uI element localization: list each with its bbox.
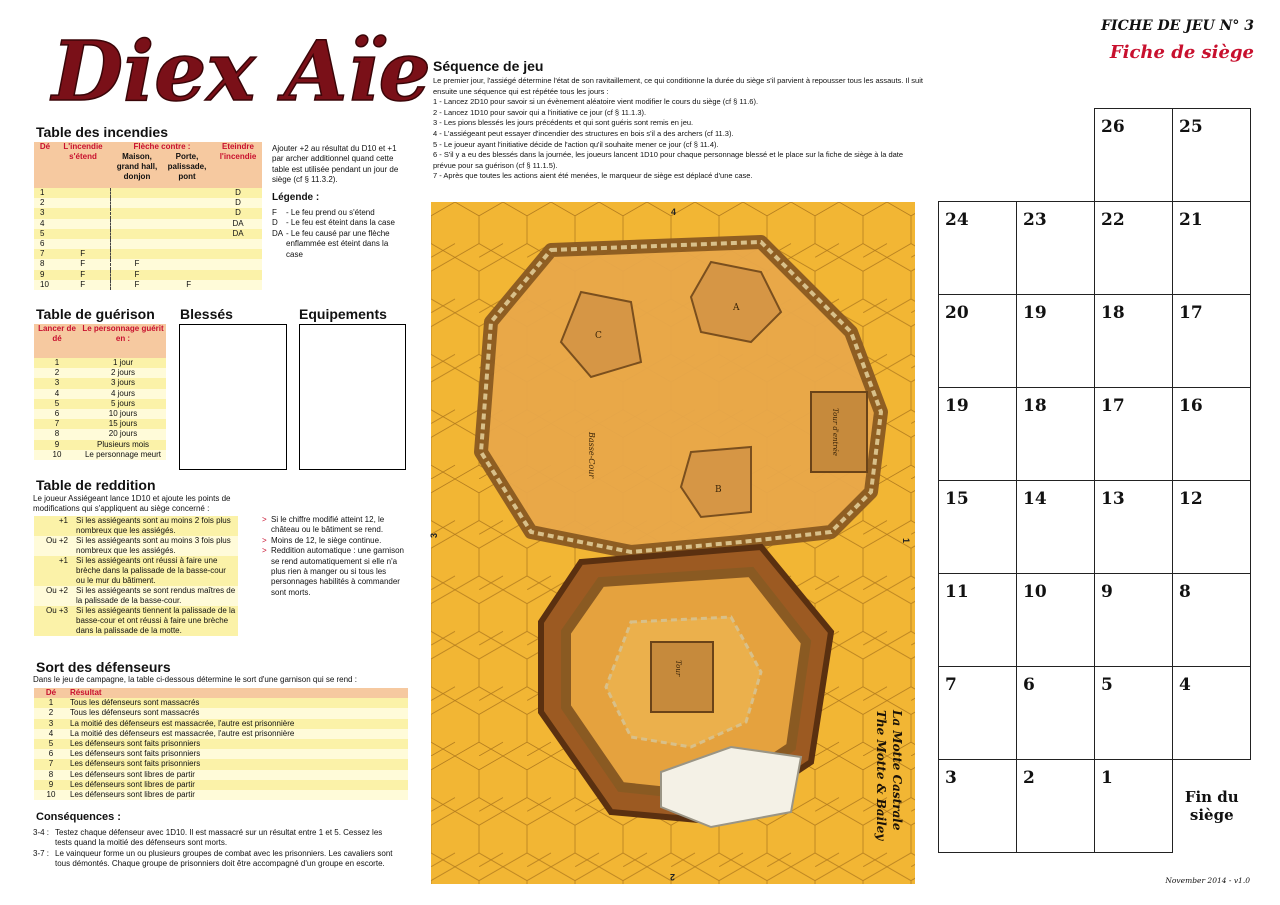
label-c: C — [595, 331, 602, 341]
calendar-day-cell[interactable] — [1173, 574, 1251, 667]
legend-text: - Le feu est éteint dans la case — [286, 218, 395, 228]
table-cell — [56, 219, 110, 229]
result-text: Reddition automatique : une garnison se rend automatiquement si elle n'a plus rien à manger ou si tous les personnages habilités à commander sont morts. — [271, 546, 404, 597]
table-cell: F — [56, 280, 110, 290]
table-cell: 5 — [40, 228, 45, 238]
table-cell — [163, 208, 214, 218]
table-row — [34, 378, 166, 388]
table-row — [34, 739, 408, 749]
calendar-day-number: 18 — [1101, 303, 1125, 323]
chevron-right-icon: > — [262, 546, 267, 556]
table-row — [34, 399, 166, 409]
calendar-day-number: 10 — [1023, 582, 1047, 602]
table-cell: Les défenseurs sont faits prisonniers — [70, 749, 201, 759]
legend-code: D — [272, 218, 278, 228]
calendar-day-number: 25 — [1179, 117, 1203, 137]
table-row — [34, 516, 238, 536]
table-cell — [214, 259, 262, 269]
table-cell: 2 — [54, 368, 60, 378]
table-cell — [110, 239, 163, 249]
calendar-day-number: 18 — [1023, 396, 1047, 416]
table-cell — [163, 229, 214, 239]
table-cell — [163, 219, 214, 229]
sequence-step: 2 - Lancez 1D10 pour savoir qui a l'initiative ce jour (cf § 11.1.3). — [433, 107, 647, 117]
table-cell: 8 — [54, 429, 60, 439]
label-b: B — [715, 485, 722, 495]
table-row — [34, 239, 262, 249]
incendies-title: Table des incendies — [36, 124, 169, 140]
table-row — [34, 198, 262, 208]
table-cell — [56, 188, 110, 198]
calendar-day-number: 19 — [1023, 303, 1047, 323]
legend-text: - Le feu causé par une flèche enflammée est éteint dans la case — [286, 228, 390, 259]
table-cell — [214, 239, 262, 249]
chevron-right-icon: > — [262, 515, 267, 524]
table-cell — [110, 188, 163, 198]
table-cell: 3 — [54, 378, 60, 388]
table-cell: F — [56, 270, 110, 280]
table-cell: 20 jours — [108, 429, 138, 439]
consequence-key: 3-4 : — [33, 828, 50, 837]
consequences-title: Conséquences : — [36, 811, 121, 823]
legend-text: - Le feu prend ou s'étend — [286, 208, 375, 217]
table-row — [34, 719, 408, 729]
reddition-intro: Le joueur Assiégeant lance 1D10 et ajoute les points de modifications qui s'appliquent au siège concerné : — [33, 494, 231, 514]
reddition-results — [262, 515, 410, 598]
sequence-step: 6 - S'il y a eu des blessés dans la journée, les joueurs lancent 1D10 pour chaque personnage blessé et le place sur la fiche de siège à la date prévue pour sa guérison (cf § 11.1.5). — [433, 150, 904, 170]
table-cell: DA — [232, 218, 244, 228]
table-row — [34, 409, 166, 419]
calendar-day-cell[interactable] — [939, 574, 1017, 667]
calendar-day-cell[interactable] — [1173, 667, 1251, 760]
calendar-day-cell[interactable] — [1173, 388, 1251, 481]
calendar-day-number: 19 — [945, 396, 969, 416]
table-row — [34, 759, 408, 769]
incendies-table — [34, 142, 262, 290]
incendies-note: Ajouter +2 au résultat du D10 et +1 par archer additionnel quand cette table est utilisée pendant un jour de siège (cf § 11.3.2). — [272, 144, 399, 185]
table-cell — [56, 208, 110, 218]
guerison-header-lancer: Lancer de dé — [34, 324, 80, 358]
calendar-day-number: 13 — [1101, 489, 1125, 509]
map-title-en: The Motte & Bailey — [874, 710, 888, 841]
diex-aie-logo — [48, 8, 431, 120]
table-cell: 3 — [48, 718, 54, 728]
sequence-intro: Le premier jour, l'assiégé détermine l'état de son ravitaillement, ce qui conditionne la durée du siège s'il parvient à repousser tous les assauts. Il suit ensuite une séquence qui est répétée tous les jours : — [433, 76, 923, 96]
sort-header-resultat: Résultat — [68, 688, 408, 698]
table-cell: 8 — [48, 769, 54, 779]
incendies-header-fleche: Flèche contre : — [133, 142, 191, 151]
incendies-header-de: Dé — [34, 142, 56, 188]
chevron-right-icon: > — [262, 535, 267, 545]
footer-version: November 2014 - v1.0 — [1165, 876, 1250, 885]
edge-number-bottom: 2 — [669, 872, 675, 882]
table-cell: F — [56, 259, 110, 269]
table-cell — [163, 239, 214, 249]
table-cell — [163, 249, 214, 259]
sequence-block — [433, 76, 923, 182]
modifier-condition: Si les assiégeants sont au moins 3 fois plus nombreux que les assiégés. — [76, 536, 231, 555]
incendies-sub-maison: Maison, grand hall, donjon — [116, 152, 158, 181]
modifier-condition: Si les assiégeants sont au moins 2 fois plus nombreux que les assiégés. — [76, 516, 231, 535]
calendar-day-cell[interactable] — [939, 667, 1017, 760]
legend-code: F — [272, 208, 277, 217]
guerison-title: Table de guérison — [36, 306, 155, 322]
legend-item — [272, 218, 406, 228]
sequence-step: 4 - L'assiégeant peut essayer d'incendier des structures en bois s'il a des archers (cf 11.3). — [433, 128, 734, 138]
calendar-row — [939, 109, 1251, 202]
calendar-day-number: 1 — [1101, 768, 1113, 788]
table-row — [34, 259, 262, 269]
calendar-day-cell[interactable] — [1173, 202, 1251, 295]
table-cell: Les défenseurs sont faits prisonniers — [70, 759, 201, 769]
calendar-row — [939, 481, 1251, 574]
calendar-day-cell[interactable] — [1017, 481, 1095, 574]
table-cell: F — [134, 259, 140, 269]
calendar-blank — [1017, 109, 1095, 202]
reddition-title: Table de reddition — [36, 477, 156, 493]
calendar-day-cell[interactable] — [1095, 109, 1173, 202]
incendies-sub-porte: Porte, palissade, pont — [167, 152, 207, 181]
table-cell — [214, 270, 262, 280]
calendar-day-number: 16 — [1179, 396, 1203, 416]
calendar-day-cell[interactable] — [1017, 388, 1095, 481]
incendies-header-eteindre: Eteindre l'incendie — [214, 142, 262, 188]
table-cell: 3 — [40, 208, 45, 218]
calendar-row — [939, 574, 1251, 667]
table-cell — [56, 239, 110, 249]
table-row — [34, 188, 262, 198]
blesses-title: Blessés — [180, 306, 233, 322]
table-cell — [214, 249, 262, 259]
calendar-day-cell[interactable] — [1095, 295, 1173, 388]
table-cell: 2 jours — [110, 368, 135, 378]
modifier-condition: Si les assiégeants se sont rendus maîtres de la palissade de la basse-cour. — [76, 586, 236, 605]
calendar-day-cell[interactable] — [1095, 760, 1173, 853]
table-cell: F — [56, 249, 110, 259]
table-row — [34, 790, 408, 800]
calendar-day-cell[interactable] — [1017, 202, 1095, 295]
calendar-day-number: 3 — [945, 768, 957, 788]
fiche-number: FICHE DE JEU N° 3 — [1101, 18, 1254, 34]
consequence-text: Le vainqueur forme un ou plusieurs groupes de combat avec les prisonniers. Les cavaliers sont tous démontés. Chaque groupe de prisonniers doit être accompagné d'un groupe en escorte. — [55, 848, 393, 869]
map-title-fr: La Motte Castrale — [890, 710, 904, 831]
sort-header-de: Dé — [34, 688, 68, 698]
legend-item — [272, 229, 406, 260]
calendar-row — [939, 295, 1251, 388]
sequence-step: 7 - Après que toutes les actions aient été menées, le marqueur de siège est déplacé d'une case. — [433, 171, 753, 181]
table-cell: 2 — [48, 708, 54, 718]
edge-number-top: 4 — [671, 207, 677, 217]
table-cell: 1 jour — [112, 358, 133, 368]
calendar-day-cell[interactable] — [1017, 295, 1095, 388]
calendar-day-number: 14 — [1023, 489, 1047, 509]
siege-calendar — [938, 108, 1251, 853]
calendar-day-cell[interactable] — [1095, 481, 1173, 574]
modifier-value: +1 — [58, 556, 68, 565]
table-cell: 1 — [54, 358, 60, 368]
table-row — [34, 586, 238, 606]
table-cell: F — [134, 269, 140, 279]
reddition-table — [34, 516, 238, 636]
calendar-day-cell[interactable] — [1017, 574, 1095, 667]
table-row — [34, 270, 262, 280]
table-cell: F — [134, 279, 140, 289]
blesses-box[interactable] — [179, 324, 287, 470]
consequence-item — [33, 828, 413, 849]
table-row — [34, 280, 262, 290]
label-basse-cour: Basse-Cour — [587, 432, 596, 479]
table-cell: 4 — [54, 388, 60, 398]
table-cell: Les défenseurs sont faits prisonniers — [70, 739, 201, 749]
result-item — [262, 546, 410, 598]
table-cell: 9 — [54, 439, 60, 449]
table-cell — [56, 229, 110, 239]
calendar-row — [939, 667, 1251, 760]
calendar-row — [939, 760, 1251, 853]
consequence-item — [33, 849, 413, 870]
modifier-condition: Si les assiégeants tiennent la palissade de la basse-cour et ont réussi à faire une brèche dans la palissade de la motte. — [76, 606, 236, 635]
table-cell: 1 — [40, 188, 45, 198]
result-item — [262, 515, 410, 536]
table-cell — [56, 198, 110, 208]
table-cell: 6 — [54, 409, 60, 419]
table-row — [34, 606, 238, 636]
table-cell: La moitié des défenseurs est massacrée, l'autre est prisonnière — [70, 718, 295, 728]
table-cell: 9 — [40, 269, 45, 279]
table-cell: 7 — [40, 249, 45, 259]
table-row — [34, 429, 166, 439]
result-text: Moins de 12, le siège continue. — [271, 535, 382, 545]
sort-intro: Dans le jeu de campagne, la table ci-dessous détermine le sort d'une garnison qui se rend : — [33, 675, 357, 684]
label-tour-entree: Tour d'entrée — [831, 408, 839, 456]
table-cell: Les défenseurs sont libres de partir — [70, 789, 195, 799]
edge-number-left: 3 — [429, 532, 439, 538]
table-cell: 6 — [48, 749, 54, 759]
calendar-day-number: 9 — [1101, 582, 1113, 602]
table-cell: 10 — [46, 789, 56, 799]
result-text: Si le chiffre modifié atteint 12, le château ou le bâtiment se rend. — [271, 515, 385, 535]
table-cell: Le personnage meurt — [84, 449, 162, 459]
table-cell: 2 — [40, 198, 45, 208]
calendar-day-number: 6 — [1023, 675, 1035, 695]
table-row — [34, 749, 408, 759]
table-cell: La moitié des défenseurs est massacrée, l'autre est prisonnière — [70, 728, 295, 738]
sequence-step: 1 - Lancez 2D10 pour savoir si un évènement aléatoire vient modifier le cours du siège (cf § 11.6). — [433, 97, 759, 107]
table-cell: 4 — [40, 218, 45, 228]
calendar-day-number: 5 — [1101, 675, 1113, 695]
table-cell: Tous les défenseurs sont massacrés — [70, 698, 200, 708]
logo-text: Diex Aïe — [52, 24, 431, 120]
guerison-header-personnage: Le personnage guérit en : — [80, 324, 166, 358]
legend-item — [272, 208, 406, 218]
legend-code: DA — [272, 228, 284, 238]
table-cell: 7 — [48, 759, 54, 769]
table-cell: 4 jours — [110, 388, 135, 398]
table-cell — [214, 280, 262, 290]
table-cell: 5 — [48, 739, 54, 749]
calendar-day-number: 26 — [1101, 117, 1125, 137]
table-cell — [110, 208, 163, 218]
calendar-day-number: 15 — [945, 489, 969, 509]
table-cell: Tous les défenseurs sont massacrés — [70, 708, 200, 718]
calendar-day-cell[interactable] — [1095, 202, 1173, 295]
calendar-day-cell[interactable] — [1173, 760, 1251, 853]
table-cell: 6 — [40, 239, 45, 249]
fiche-title: Fiche de siège — [1109, 42, 1254, 63]
table-cell: 15 jours — [108, 419, 138, 429]
table-cell — [110, 249, 163, 259]
table-row — [34, 419, 166, 429]
table-cell: 10 — [52, 449, 62, 459]
calendar-day-number: 17 — [1101, 396, 1125, 416]
table-row — [34, 450, 166, 460]
calendar-day-number: 7 — [945, 675, 957, 695]
modifier-value: +1 — [58, 516, 68, 525]
table-row — [34, 536, 238, 556]
keep-tower — [651, 642, 713, 712]
table-cell: 5 jours — [110, 398, 135, 408]
sort-title: Sort des défenseurs — [36, 659, 171, 675]
calendar-day-number: 22 — [1101, 210, 1125, 230]
calendar-day-cell[interactable] — [1017, 760, 1095, 853]
table-cell: 7 — [54, 419, 60, 429]
table-cell: 10 — [40, 279, 49, 289]
table-cell: 10 jours — [108, 409, 138, 419]
table-row — [34, 556, 238, 586]
calendar-row — [939, 388, 1251, 481]
calendar-day-cell[interactable] — [1017, 667, 1095, 760]
table-row — [34, 698, 408, 708]
calendar-day-number: 4 — [1179, 675, 1191, 695]
legend-list — [272, 208, 406, 260]
calendar-blank — [939, 109, 1017, 202]
table-cell: 1 — [48, 698, 54, 708]
table-cell — [163, 198, 214, 208]
guerison-table — [34, 324, 166, 460]
modifier-condition: Si les assiégeants ont réussi à faire une brèche dans la palissade de la basse-cour ou le mur du bâtiment. — [76, 556, 226, 585]
table-row — [34, 389, 166, 399]
table-cell: Les défenseurs sont libres de partir — [70, 769, 195, 779]
calendar-day-number: 2 — [1023, 768, 1035, 788]
result-item — [262, 536, 410, 546]
equipements-box[interactable] — [299, 324, 406, 470]
sequence-step: 3 - Les pions blessés les jours précédents et qui sont guéris sont remis en jeu. — [433, 118, 694, 128]
table-row — [34, 780, 408, 790]
calendar-day-number: 17 — [1179, 303, 1203, 323]
table-cell — [110, 219, 163, 229]
calendar-day-cell[interactable] — [1173, 481, 1251, 574]
calendar-day-number: 11 — [945, 582, 969, 602]
legend-title: Légende : — [272, 192, 320, 203]
modifier-value: Ou +3 — [45, 606, 68, 615]
modifier-value: Ou +2 — [45, 536, 68, 545]
table-cell — [163, 188, 214, 198]
table-cell — [163, 259, 214, 269]
sort-table — [34, 688, 408, 800]
label-a: A — [733, 303, 740, 313]
calendar-day-number: 21 — [1179, 210, 1203, 230]
calendar-day-number: 12 — [1179, 489, 1203, 509]
table-row — [34, 770, 408, 780]
sequence-step: 5 - Le joueur ayant l'initiative décide de l'action qu'il souhaite mener ce jour (cf § 11.4). — [433, 139, 719, 149]
label-tour: Tour — [674, 660, 682, 677]
table-row — [34, 440, 166, 450]
table-row — [34, 708, 408, 718]
calendar-row — [939, 202, 1251, 295]
sequence-title: Séquence de jeu — [433, 58, 544, 74]
calendar-day-cell[interactable] — [1095, 388, 1173, 481]
calendar-day-number: 23 — [1023, 210, 1047, 230]
calendar-day-cell[interactable] — [1095, 574, 1173, 667]
equipements-title: Equipements — [299, 306, 387, 322]
table-cell: 4 — [48, 728, 54, 738]
modifier-value: Ou +2 — [45, 586, 68, 595]
table-row — [34, 358, 166, 368]
edge-number-right: 1 — [901, 538, 911, 544]
table-cell: Plusieurs mois — [96, 439, 149, 449]
table-row — [34, 368, 166, 378]
calendar-day-cell[interactable] — [1173, 295, 1251, 388]
table-cell — [110, 229, 163, 239]
table-cell: D — [235, 198, 241, 208]
calendar-day-number: 20 — [945, 303, 969, 323]
table-cell: DA — [232, 228, 244, 238]
table-cell: Les défenseurs sont libres de partir — [70, 779, 195, 789]
calendar-day-number: 8 — [1179, 582, 1191, 602]
calendar-day-cell[interactable] — [939, 481, 1017, 574]
table-cell — [163, 270, 214, 280]
table-row — [34, 249, 262, 259]
table-row — [34, 229, 262, 239]
table-cell: 8 — [40, 259, 45, 269]
fiche-header — [1060, 18, 1254, 63]
table-cell: 5 — [54, 398, 60, 408]
table-row — [34, 729, 408, 739]
consequence-text: Testez chaque défenseur avec 1D10. Il est massacré sur un résultat entre 1 et 5. Cessez les tests quand la moitié des défenseurs sont morts. — [55, 828, 383, 848]
calendar-day-cell[interactable] — [939, 388, 1017, 481]
consequence-key: 3-7 : — [33, 848, 50, 858]
table-cell: F — [186, 279, 192, 289]
calendar-day-cell[interactable] — [939, 295, 1017, 388]
calendar-day-cell[interactable] — [1173, 109, 1251, 202]
fin-du-siege-label: Fin du siège — [1184, 788, 1239, 825]
table-cell: D — [235, 188, 241, 198]
calendar-day-number: 24 — [945, 210, 969, 230]
table-cell: 3 jours — [110, 378, 135, 388]
calendar-day-cell[interactable] — [939, 202, 1017, 295]
calendar-day-cell[interactable] — [939, 760, 1017, 853]
consequences-list — [33, 828, 413, 870]
table-row — [34, 208, 262, 218]
motte-map[interactable] — [431, 202, 915, 884]
table-cell: 9 — [48, 779, 54, 789]
table-row — [34, 219, 262, 229]
incendies-header-etend: L'incendie s'étend — [56, 142, 110, 188]
table-cell — [110, 198, 163, 208]
calendar-day-cell[interactable] — [1095, 667, 1173, 760]
table-cell: D — [235, 208, 241, 218]
